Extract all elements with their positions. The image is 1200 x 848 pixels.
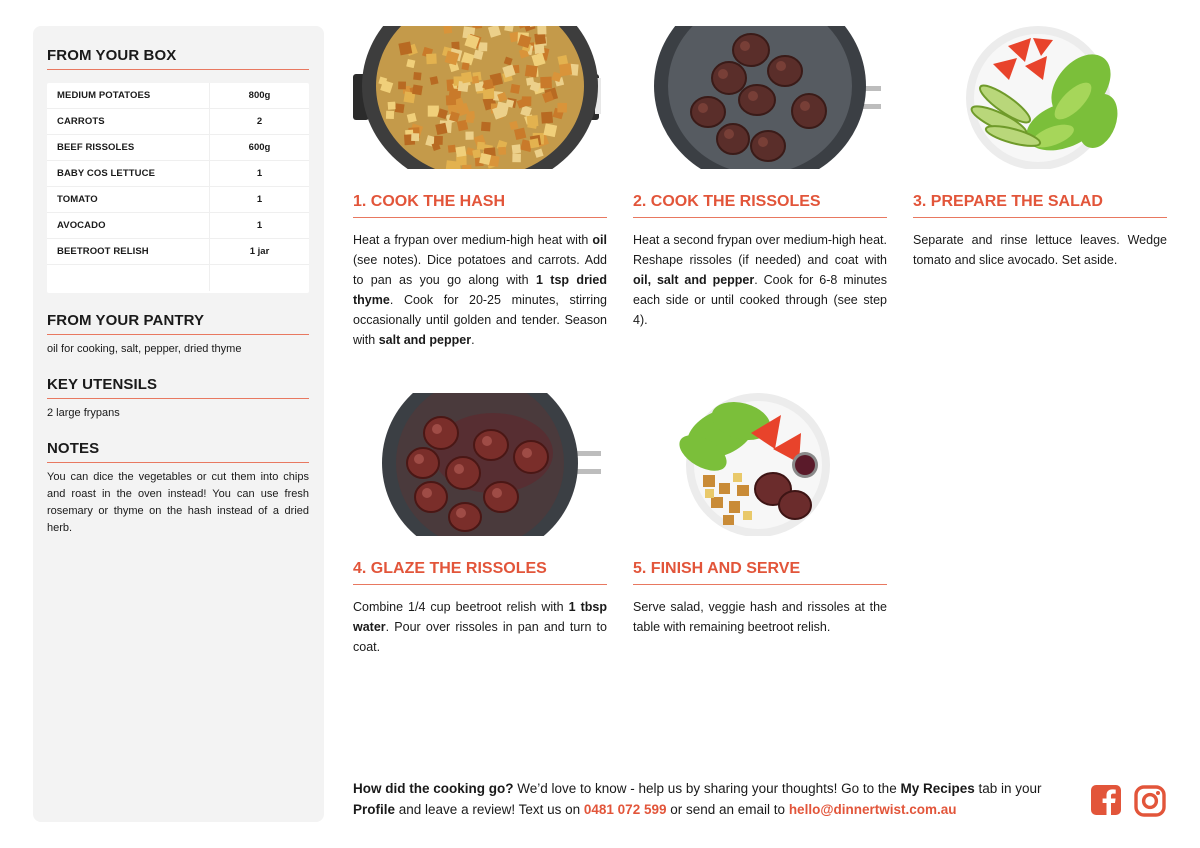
ingredient-name: CARROTS bbox=[47, 109, 210, 134]
ingredient-qty: 800g bbox=[248, 90, 271, 101]
step-2-photo bbox=[633, 26, 887, 169]
ingredient-name bbox=[47, 265, 210, 291]
notes-text: You can dice the vegetables or cut them into chips and roast in the oven instead! You can use fresh rosemary or thyme on the hash instead of a dried herb. bbox=[47, 471, 309, 534]
bold-text: salt and pepper bbox=[378, 333, 472, 347]
text-run: . Cook for 6-8 minutes each side or until cooked through (see step 4). bbox=[633, 273, 887, 327]
text-run: We’d love to know - help us by sharing your thoughts! Go to the bbox=[513, 781, 901, 796]
step-5-text bbox=[633, 597, 887, 637]
notes-heading: NOTES bbox=[47, 440, 309, 463]
step-5-photo bbox=[633, 393, 887, 536]
contact-link[interactable]: hello@dinnertwist.com.au bbox=[788, 802, 957, 817]
ingredient-qty: 600g bbox=[248, 142, 271, 153]
step-1 bbox=[353, 26, 607, 350]
ingredient-qty: 2 bbox=[256, 116, 263, 127]
ingredient-qty: 1 bbox=[256, 194, 263, 205]
ingredient-row bbox=[47, 213, 309, 239]
text-run: Heat a frypan over medium-high heat with bbox=[353, 233, 593, 247]
step-4-photo bbox=[353, 393, 607, 536]
utensils-text: 2 large frypans bbox=[47, 407, 120, 419]
ingredient-qty: 1 bbox=[256, 168, 263, 179]
bold-text: oil, salt and pepper bbox=[633, 273, 755, 287]
ingredient-row-empty bbox=[47, 265, 309, 291]
text-run: Heat a second frypan over medium-high heat. Reshape rissoles (if needed) and coat with bbox=[633, 233, 887, 267]
bold-text: How did the cooking go? bbox=[353, 781, 514, 796]
bold-text: oil bbox=[592, 233, 607, 247]
feedback-footer bbox=[353, 778, 1073, 820]
ingredient-name: BABY COS LETTUCE bbox=[47, 161, 210, 186]
ingredients-table bbox=[47, 83, 309, 293]
instagram-icon[interactable] bbox=[1133, 784, 1167, 823]
contact-link[interactable]: 0481 072 599 bbox=[583, 802, 667, 817]
step-3-text bbox=[913, 230, 1167, 270]
ingredient-row bbox=[47, 135, 309, 161]
text-run: tab in your bbox=[974, 781, 1042, 796]
step-1-photo bbox=[353, 26, 607, 169]
step-1-title: 1. COOK THE HASH bbox=[353, 193, 607, 218]
step-2 bbox=[633, 26, 887, 330]
step-3-title: 3. PREPARE THE SALAD bbox=[913, 193, 1167, 218]
ingredient-name: AVOCADO bbox=[47, 213, 210, 238]
step-2-text bbox=[633, 230, 887, 330]
from-your-box-heading: FROM YOUR BOX bbox=[47, 47, 309, 70]
step-3-photo bbox=[913, 26, 1167, 169]
text-run: or send an email to bbox=[666, 802, 789, 817]
text-run: and leave a review! Text us on bbox=[395, 802, 584, 817]
ingredient-row bbox=[47, 83, 309, 109]
ingredient-qty: 1 bbox=[256, 220, 263, 231]
text-run: Serve salad, veggie hash and rissoles at the table with remaining beetroot relish. bbox=[633, 600, 887, 634]
step-4-title: 4. GLAZE THE RISSOLES bbox=[353, 560, 607, 585]
ingredient-name: BEEF RISSOLES bbox=[47, 135, 210, 160]
step-5 bbox=[633, 393, 887, 637]
ingredients-sidebar bbox=[33, 26, 324, 822]
facebook-icon[interactable] bbox=[1090, 784, 1122, 821]
ingredient-row bbox=[47, 109, 309, 135]
ingredient-row bbox=[47, 187, 309, 213]
step-4-text bbox=[353, 597, 607, 657]
step-1-text bbox=[353, 230, 607, 350]
from-your-pantry-heading: FROM YOUR PANTRY bbox=[47, 312, 309, 335]
step-5-title: 5. FINISH AND SERVE bbox=[633, 560, 887, 585]
text-run: Combine 1/4 cup beetroot relish with bbox=[353, 600, 569, 614]
text-run: (see notes). Dice potatoes and carrots. Add to pan as you go along with bbox=[353, 253, 607, 287]
key-utensils-heading: KEY UTENSILS bbox=[47, 376, 309, 399]
ingredient-qty: 1 jar bbox=[249, 246, 270, 257]
text-run: . Pour over rissoles in pan and turn to coat. bbox=[353, 620, 607, 654]
step-3 bbox=[913, 26, 1167, 270]
ingredient-row bbox=[47, 239, 309, 265]
bold-text: 1 tbsp water bbox=[353, 600, 607, 634]
ingredient-name: BEETROOT RELISH bbox=[47, 239, 210, 264]
step-4 bbox=[353, 393, 607, 657]
text-run: . bbox=[471, 333, 475, 347]
ingredient-name: TOMATO bbox=[47, 187, 210, 212]
text-run: Separate and rinse lettuce leaves. Wedge tomato and slice avocado. Set aside. bbox=[913, 233, 1167, 267]
bold-text: Profile bbox=[353, 802, 396, 817]
step-2-title: 2. COOK THE RISSOLES bbox=[633, 193, 887, 218]
text-run: . Cook for 20-25 minutes, stirring occasionally until golden and tender. Season with bbox=[353, 293, 607, 347]
ingredient-row bbox=[47, 161, 309, 187]
bold-text: 1 tsp dried thyme bbox=[353, 273, 607, 307]
pantry-text: oil for cooking, salt, pepper, dried thyme bbox=[47, 343, 242, 355]
ingredient-name: MEDIUM POTATOES bbox=[47, 83, 210, 108]
bold-text: My Recipes bbox=[900, 781, 975, 796]
